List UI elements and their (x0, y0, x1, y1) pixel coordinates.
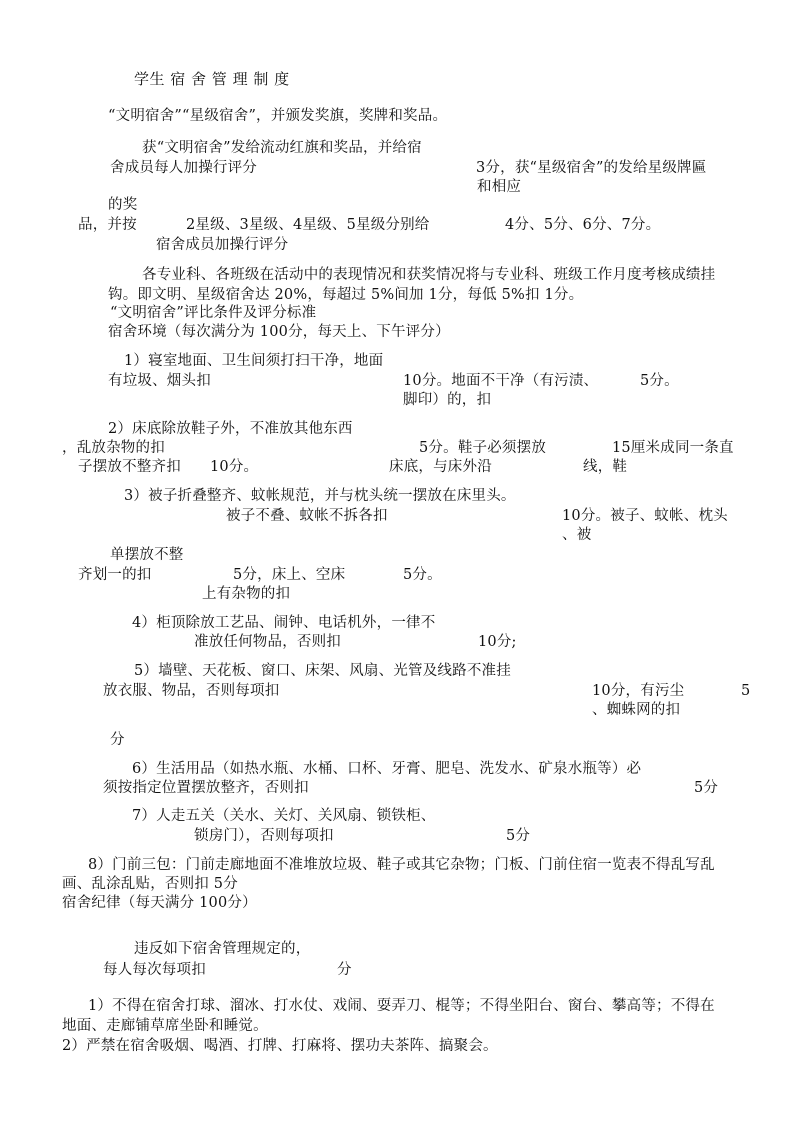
text-line: 10分。 (210, 459, 259, 475)
text-line: “文明宿舍”评比条件及评分标准 (110, 305, 317, 321)
list-item: 7）人走五关（关水、关灯、关风扇、锁铁柜、 (132, 808, 436, 824)
text-line: 5分，床上、空床 (233, 567, 346, 583)
text-line: 获“文明宿舍”发给流动红旗和奖品，并给宿 (142, 140, 422, 156)
text-line: 分 (110, 732, 125, 748)
text-line: 每人每次每项扣 (103, 962, 206, 978)
text-line: 10分。被子、蚊帐、枕头 (562, 508, 728, 524)
list-item: 1）寝室地面、卫生间须打扫干净，地面 (124, 353, 384, 369)
section-heading: 宿舍环境（每次满分为 100分，每天上、下午评分） (108, 324, 450, 340)
text-line: 4分、5分、6分、7分。 (505, 217, 661, 233)
text-line: 品，并按 (78, 217, 137, 233)
list-item: 3）被子折叠整齐、蚊帐规范，并与枕头统一摆放在床里头。 (124, 488, 516, 504)
text-line: 被子不叠、蚊帐不拆各扣 (226, 508, 388, 524)
text-line: “文明宿舍”“星级宿舍”，并颁发奖旗，奖牌和奖品。 (108, 108, 448, 124)
text-line: 5分。鞋子必须摆放 (419, 440, 547, 456)
text-line: 5分 (506, 828, 531, 844)
text-line: 5 (741, 683, 751, 699)
text-line: 放衣服、物品，否则每项扣 (103, 683, 280, 699)
text-line: 和相应 (477, 179, 522, 195)
text-line: 违反如下宿舍管理规定的， (134, 941, 311, 957)
text-line: 舍成员每人加操行评分 (110, 160, 257, 176)
text-line: 脚印）的，扣 (403, 392, 492, 408)
text-line: 各专业科、各班级在活动中的表现情况和获奖情况将与专业科、班级工作月度考核成绩挂 (142, 267, 716, 283)
list-item: 5）墙壁、天花板、窗口、床架、风扇、光管及线路不准挂 (134, 663, 511, 679)
text-line: 5分 (694, 780, 719, 796)
text-line: 5分。 (403, 567, 442, 583)
text-line: 10分。地面不干净（有污渍、 (403, 373, 599, 389)
list-item: 4）柜顶除放工艺品、闹钟、电话机外，一律不 (132, 615, 436, 631)
text-line: 上有杂物的扣 (202, 586, 291, 602)
section-heading: 宿舍纪律（每天满分 100分） (62, 895, 257, 911)
text-line: 10分; (478, 634, 517, 650)
text-line: 地面、走廊铺草席坐卧和睡觉。 (62, 1018, 268, 1034)
text-line: 、被 (562, 527, 592, 543)
list-item: 6）生活用品（如热水瓶、水桶、口杯、牙膏、肥皂、洗发水、矿泉水瓶等）必 (132, 761, 642, 777)
text-line: 齐划一的扣 (78, 567, 152, 583)
list-item: 1）不得在宿舍打球、溜冰、打水仗、戏闹、耍弄刀、棍等；不得坐阳台、窗台、攀高等；不得在 (88, 998, 715, 1014)
text-line: 画、乱涂乱贴，否则扣 5分 (62, 876, 238, 892)
text-line: 准放任何物品，否则扣 (194, 634, 341, 650)
text-line: 线，鞋 (583, 459, 628, 475)
text-line: 有垃圾、烟头扣 (108, 373, 211, 389)
text-line: 分 (337, 962, 352, 978)
text-line: 10分，有污尘 (592, 683, 685, 699)
text-line: 床底，与床外沿 (389, 459, 492, 475)
list-item: 2）严禁在宿舍吸烟、喝酒、打牌、打麻将、摆功夫茶阵、搞聚会。 (62, 1038, 498, 1054)
text-line: 子摆放不整齐扣 (78, 459, 181, 475)
list-item: 8）门前三包：门前走廊地面不准堆放垃圾、鞋子或其它杂物；门板、门前住宿一览表不得乱写乱 (88, 857, 715, 873)
text-line: ，乱放杂物的扣 (62, 440, 165, 456)
list-item: 2）床底除放鞋子外，不准放其他东西 (108, 421, 353, 437)
text-line: 锁房门），否则每项扣 (194, 828, 334, 844)
text-line: 钩。即文明、星级宿舍达 20%，每超过 5%间加 1分，每低 5%扣 1分。 (108, 287, 584, 303)
text-line: 、蜘蛛网的扣 (592, 702, 681, 718)
page-title: 学生 宿 舍 管 理 制 度 (134, 70, 290, 88)
text-line: 15厘米成同一条直 (612, 440, 734, 456)
text-line: 须按指定位置摆放整齐，否则扣 (103, 780, 309, 796)
text-line: 单摆放不整 (110, 547, 184, 563)
text-line: 5分。 (640, 373, 679, 389)
text-line: 的奖 (108, 197, 138, 213)
text-line: 宿舍成员加操行评分 (156, 237, 289, 253)
text-line: 2星级、3星级、4星级、5星级分别给 (186, 217, 430, 233)
text-line: 3分，获“星级宿舍”的发给星级牌匾 (476, 160, 707, 176)
